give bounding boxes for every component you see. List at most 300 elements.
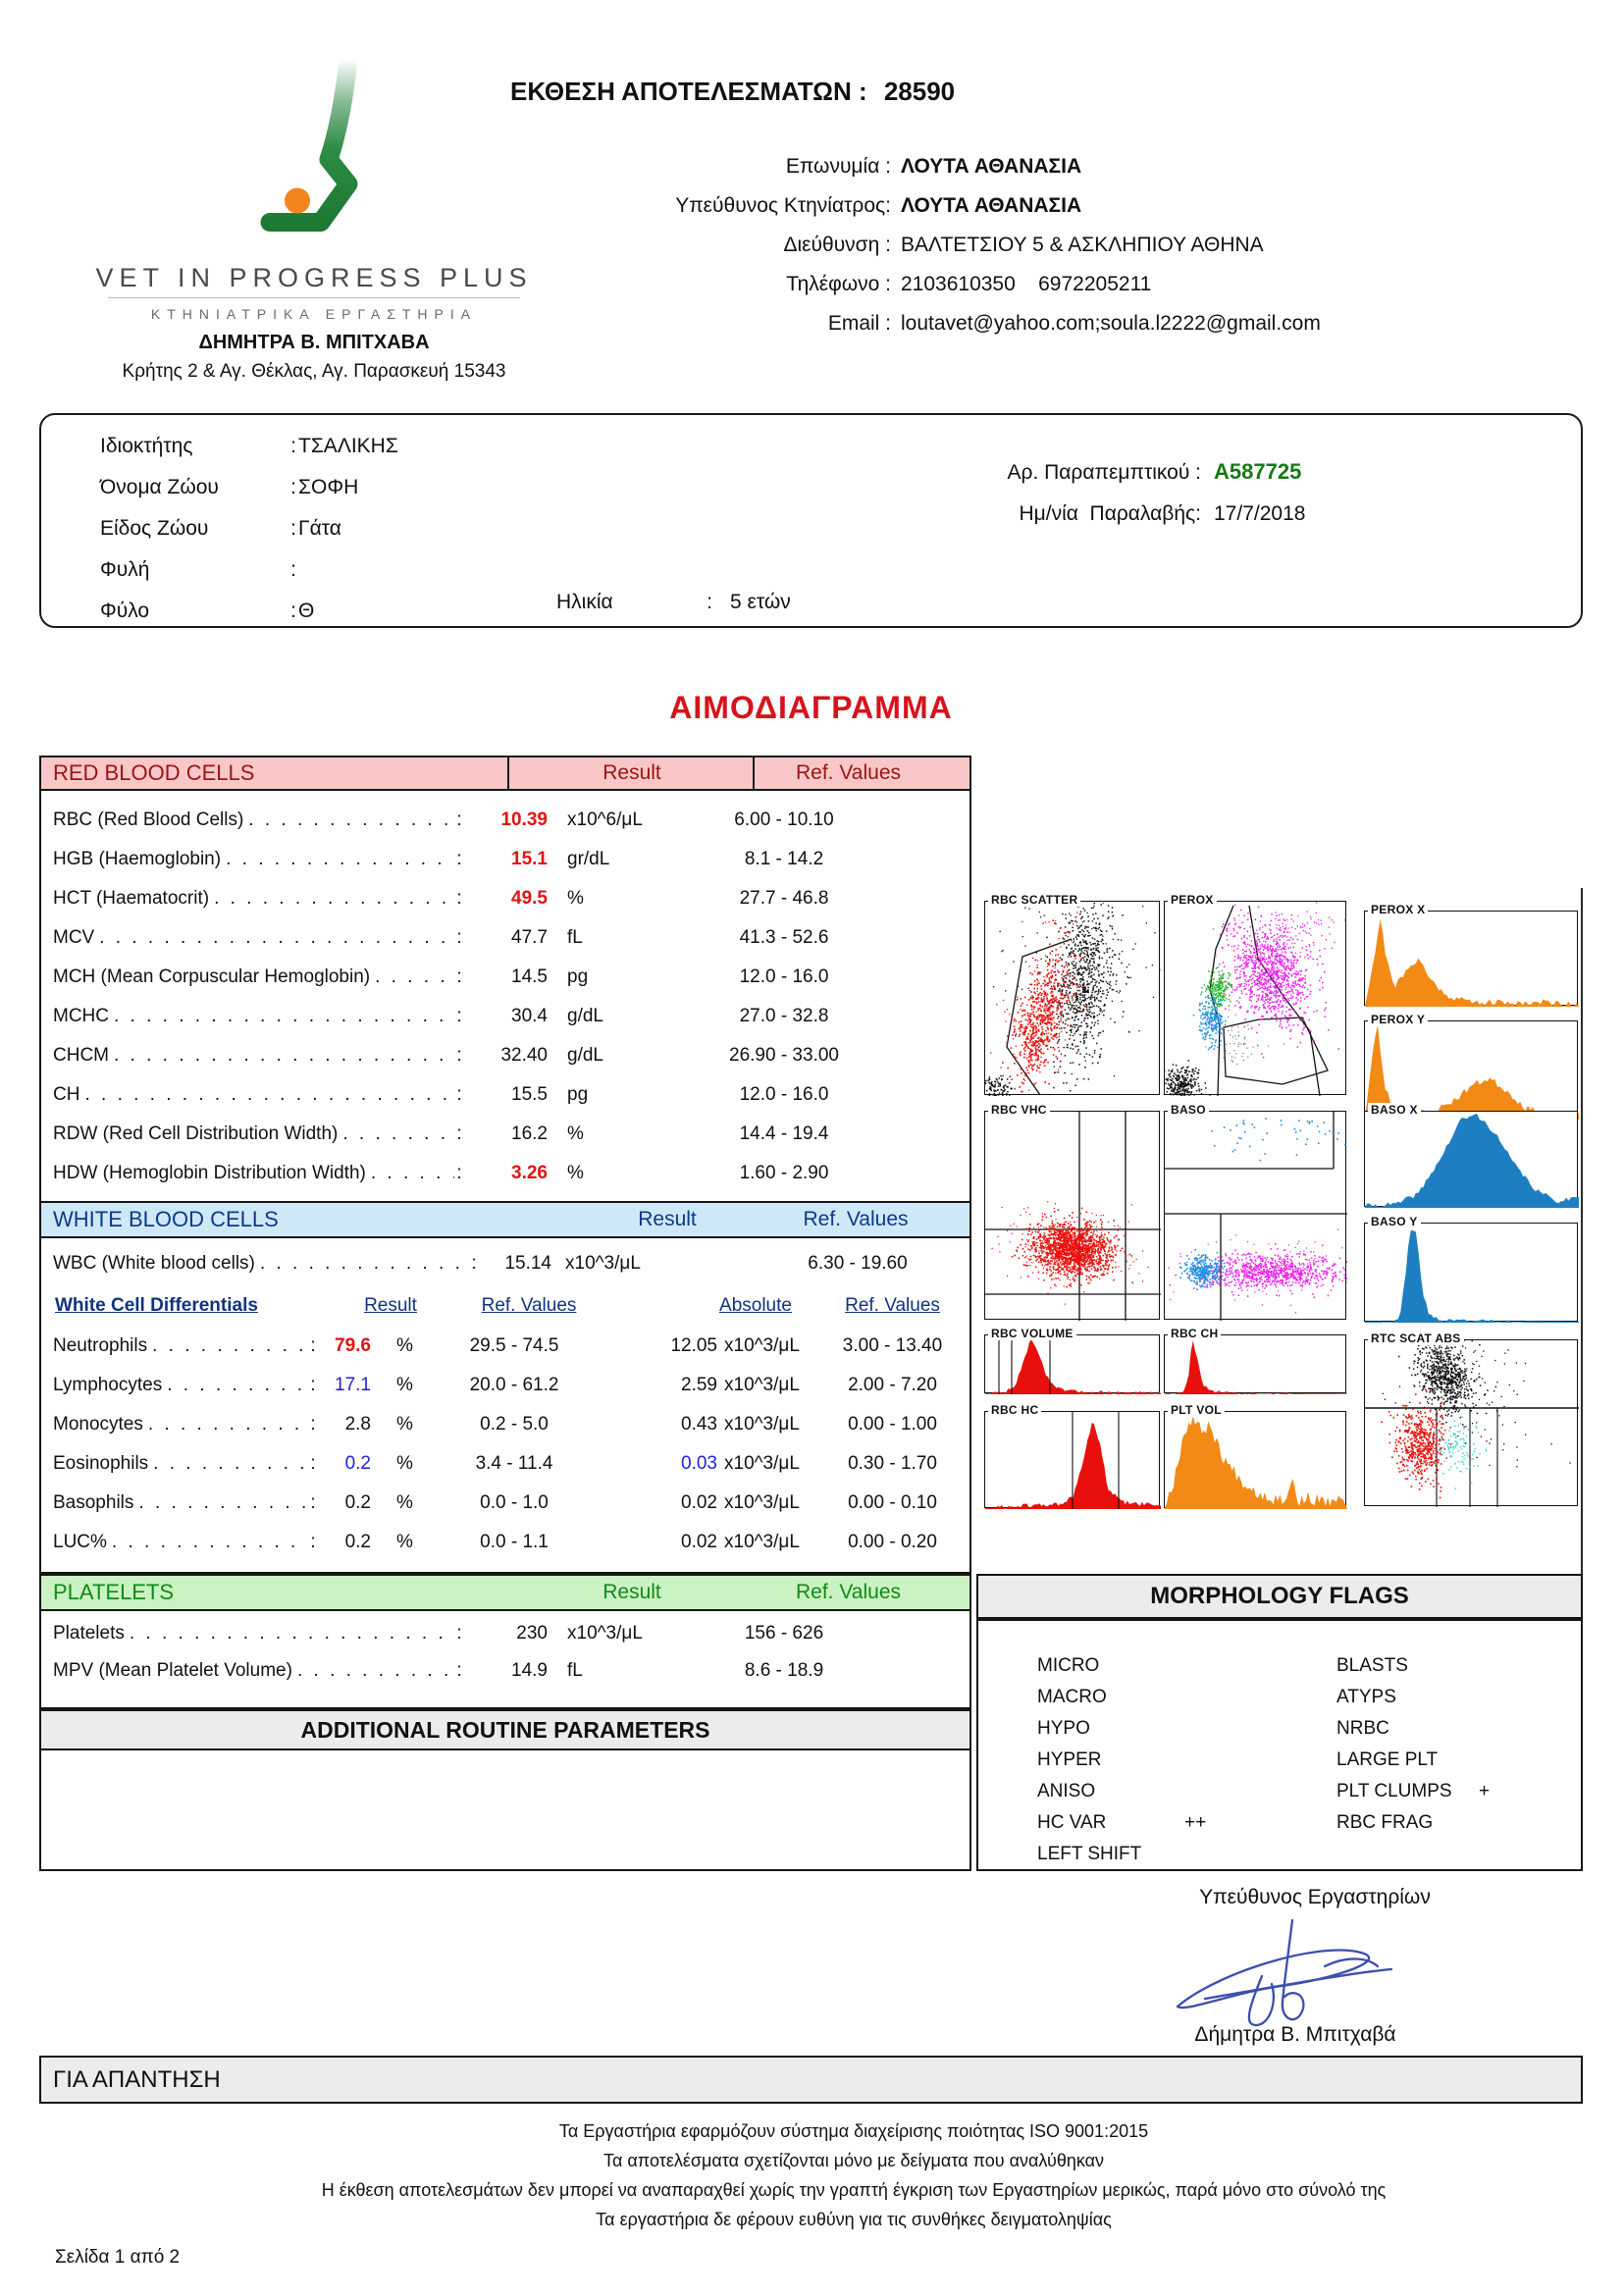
dot-leader <box>148 1453 308 1475</box>
dot-leader <box>125 1623 454 1644</box>
contact-value: ΛΟΥΤΑ ΑΘΑΝΑΣΙΑ <box>901 194 1082 217</box>
ref-range: 1.60 - 2.90 <box>739 1163 829 1183</box>
column-ref: Ref. Values <box>796 1581 901 1603</box>
column-result: Result <box>638 1208 697 1230</box>
table-row <box>53 840 965 879</box>
contact-value: ΛΟΥΤΑ ΑΘΑΝΑΣΙΑ <box>901 155 1082 178</box>
table-row <box>53 879 965 918</box>
param-label: Basophils <box>53 1492 134 1513</box>
ref-range: 2.00 - 7.20 <box>848 1375 937 1395</box>
table-row <box>53 1523 965 1562</box>
morphology-section-header <box>976 1574 1583 1619</box>
colon <box>308 1335 318 1357</box>
additional-section-header <box>39 1709 971 1750</box>
table-row <box>53 997 965 1036</box>
param-label: RDW (Red Cell Distribution Width) <box>53 1123 339 1144</box>
footer-line: Τα εργαστήρια δε φέρουν ευθύνη για τις συνθήκες δειγματοληψίας <box>596 2210 1112 2229</box>
colon <box>454 966 464 988</box>
flag-value: + <box>1479 1781 1491 1801</box>
report-number: 28590 <box>883 77 956 106</box>
dot-leader <box>243 809 454 831</box>
patient-value: ΤΣΑΛΙΚΗΣ <box>298 435 398 457</box>
colon <box>454 1006 464 1027</box>
dot-leader <box>94 927 454 949</box>
param-label: MCHC <box>53 1006 109 1026</box>
contact-block <box>393 147 1472 343</box>
received-date-label: Ημ/νία Παραλαβής: <box>1019 502 1201 525</box>
flag-label: MACRO <box>1037 1687 1107 1707</box>
param-label: Neutrophils <box>53 1335 148 1356</box>
param-label: Monocytes <box>53 1414 143 1435</box>
result-value: 0.2 <box>344 1492 371 1513</box>
table-row <box>53 1652 965 1690</box>
contact-row <box>393 226 1472 265</box>
ref-range: 0.00 - 1.00 <box>848 1414 937 1435</box>
absolute-value: 0.02 <box>681 1532 717 1552</box>
table-row <box>53 1444 965 1484</box>
perox-x-histogram <box>1364 903 1578 1006</box>
header-divider <box>753 757 755 789</box>
dot-leader <box>366 1163 454 1184</box>
flag-row <box>1336 1713 1490 1745</box>
contact-value: 2103610350 6972205211 <box>901 273 1152 295</box>
clinic-logo <box>250 49 378 240</box>
contact-row <box>393 304 1472 343</box>
param-label: MCH (Mean Corpuscular Hemoglobin) <box>53 966 371 987</box>
result-value: 14.9 <box>511 1660 548 1681</box>
patient-value: Θ <box>298 600 315 622</box>
column-ref: Ref. Values <box>803 1208 909 1230</box>
flag-row <box>1037 1807 1206 1839</box>
column-result: Result <box>602 1581 661 1603</box>
unit: x10^3/μL <box>724 1453 800 1474</box>
unit: x10^3/μL <box>724 1335 800 1356</box>
flag-label: HYPO <box>1037 1718 1090 1739</box>
colon <box>308 1453 318 1475</box>
flag-row <box>1336 1682 1490 1713</box>
signature <box>1168 1915 1393 2028</box>
plot-label: RBC VHC <box>988 1103 1050 1117</box>
dot-leader <box>338 1123 454 1145</box>
ref-range: 3.00 - 13.40 <box>842 1335 943 1356</box>
page-title: ΑΙΜΟΔΙΑΓΡΑΜΜΑ <box>669 690 953 725</box>
section-title: PLATELETS <box>53 1580 175 1604</box>
section-title: WHITE BLOOD CELLS <box>53 1207 279 1231</box>
rtc-scat-abs-plot <box>1364 1331 1578 1506</box>
unit: x10^3/μL <box>565 1253 641 1274</box>
unit: x10^3/μL <box>724 1375 800 1395</box>
absolute-value: 0.02 <box>681 1492 717 1513</box>
result-value: 49.5 <box>511 888 548 909</box>
patient-row <box>100 467 398 508</box>
result-value: 14.5 <box>511 966 548 987</box>
param-label: WBC (White blood cells) <box>53 1253 255 1274</box>
unit: fL <box>567 1660 583 1681</box>
param-label: HDW (Hemoglobin Distribution Width) <box>53 1163 366 1183</box>
section-title: ADDITIONAL ROUTINE PARAMETERS <box>300 1716 710 1743</box>
flag-label: PLT CLUMPS <box>1336 1781 1452 1801</box>
colon <box>288 558 298 582</box>
ref-range: 20.0 - 61.2 <box>469 1375 559 1395</box>
colon <box>454 1660 464 1682</box>
result-value: 0.2 <box>344 1532 371 1552</box>
result-value: 30.4 <box>511 1006 548 1026</box>
ref-range: 0.2 - 5.0 <box>480 1414 549 1435</box>
contact-label: Διεύθυνση : <box>783 234 891 256</box>
plot-label: PEROX X <box>1368 903 1428 916</box>
referral-number: A587725 <box>1214 459 1302 484</box>
unit: % <box>396 1414 413 1435</box>
ref-range: 6.30 - 19.60 <box>808 1253 908 1274</box>
report-title-label: ΕΚΘΕΣΗ ΑΠΟΤΕΛΕΣΜΑΤΩΝ : <box>510 77 867 106</box>
age-value: 5 ετών <box>730 591 791 613</box>
flag-label: ATYPS <box>1336 1687 1396 1707</box>
colon <box>308 1492 318 1514</box>
ref-range: 27.7 - 46.8 <box>739 888 829 909</box>
absolute-value: 12.05 <box>670 1335 717 1356</box>
column-result: Result <box>364 1295 417 1316</box>
page-number: Σελίδα 1 από 2 <box>55 2247 181 2268</box>
unit: x10^3/μL <box>724 1492 800 1513</box>
signature-icon <box>1168 1915 1393 2028</box>
ref-range: 0.00 - 0.10 <box>848 1492 937 1513</box>
unit: gr/dL <box>567 849 610 869</box>
ref-range: 8.6 - 18.9 <box>744 1660 824 1681</box>
dot-leader <box>221 849 454 870</box>
flag-row <box>1037 1839 1206 1870</box>
param-label: HCT (Haematocrit) <box>53 888 210 909</box>
flag-label: ANISO <box>1037 1781 1096 1801</box>
unit: % <box>567 1163 584 1183</box>
dot-leader <box>107 1532 308 1553</box>
dot-leader <box>109 1006 454 1027</box>
ref-range: 26.90 - 33.00 <box>729 1045 839 1066</box>
contact-row <box>393 186 1472 226</box>
plot-label: BASO Y <box>1368 1215 1421 1228</box>
flag-label: LARGE PLT <box>1336 1749 1439 1770</box>
differentials-title: White Cell Differentials <box>55 1295 258 1316</box>
patient-row <box>100 426 398 467</box>
perox-plot <box>1164 893 1346 1095</box>
patient-info-box <box>39 413 1583 628</box>
contact-value: loutavet@yahoo.com;soula.l2222@gmail.com <box>901 312 1321 335</box>
colon <box>454 927 464 949</box>
table-row <box>53 918 965 958</box>
lab-address: Κρήτης 2 & Αγ. Θέκλας, Αγ. Παρασκευή 15343 <box>122 361 506 382</box>
result-value: 47.7 <box>511 927 548 948</box>
column-result: Result <box>602 761 661 784</box>
table-row <box>53 801 965 840</box>
table-row <box>53 1154 965 1193</box>
colon <box>308 1414 318 1435</box>
flag-row <box>1336 1650 1490 1682</box>
dot-leader <box>370 966 454 988</box>
unit: g/dL <box>567 1045 603 1066</box>
colon <box>308 1532 318 1553</box>
colon <box>469 1253 479 1275</box>
unit: pg <box>567 966 589 987</box>
flag-row <box>1037 1776 1206 1807</box>
age-label: Ηλικία <box>556 591 613 613</box>
reply-label: ΓΙΑ ΑΠΑΝΤΗΣΗ <box>53 2065 221 2093</box>
morphology-right-column <box>1336 1650 1490 1839</box>
signatory-title: Υπεύθυνος Εργαστηρίων <box>1199 1886 1431 1908</box>
footer-line: Η έκθεση αποτελεσμάτων δεν μπορεί να αναπαραχθεί χωρίς την γραπτή έγκριση των Εργαστηρίων μερικώς, παρά μόνο στο σύνολό της <box>321 2180 1387 2200</box>
table-row <box>53 958 965 997</box>
ref-range: 0.30 - 1.70 <box>848 1453 937 1474</box>
patient-label: Όνομα Ζώου <box>100 476 219 498</box>
contact-row <box>393 147 1472 186</box>
report-title <box>510 77 955 107</box>
dot-leader <box>292 1660 454 1682</box>
received-date-value: 17/7/2018 <box>1214 502 1306 525</box>
patient-value: Γάτα <box>298 517 341 540</box>
param-label: HGB (Haemoglobin) <box>53 849 222 869</box>
colon <box>454 1163 464 1184</box>
rbc-hc-histogram <box>984 1403 1160 1508</box>
baso-plot <box>1164 1103 1346 1320</box>
colon <box>454 1623 464 1644</box>
footer-disclaimers <box>137 2121 1570 2239</box>
unit: % <box>567 1123 584 1144</box>
header-divider <box>507 757 509 789</box>
contact-label: Επωνυμία : <box>785 155 891 178</box>
result-value: 10.39 <box>500 809 548 830</box>
flag-row <box>1336 1745 1490 1776</box>
platelets-table <box>39 1611 971 1709</box>
morphology-left-column <box>1037 1650 1206 1870</box>
param-label: RBC (Red Blood Cells) <box>53 809 244 830</box>
plot-label: RTC SCAT ABS <box>1368 1331 1464 1345</box>
param-label: CHCM <box>53 1045 109 1066</box>
colon <box>705 591 714 614</box>
baso-y-histogram <box>1364 1215 1578 1322</box>
param-label: LUC% <box>53 1532 107 1552</box>
unit: % <box>396 1335 413 1356</box>
rbc-scatter-plot <box>984 893 1160 1095</box>
section-title: MORPHOLOGY FLAGS <box>1150 1583 1409 1609</box>
contact-row <box>393 265 1472 304</box>
colon <box>454 809 464 831</box>
flag-row <box>1037 1650 1206 1682</box>
dot-leader <box>79 1084 454 1106</box>
result-value: 0.2 <box>344 1453 371 1474</box>
plot-label: RBC HC <box>988 1403 1041 1417</box>
flag-label: MICRO <box>1037 1655 1100 1676</box>
flag-row <box>1336 1807 1490 1839</box>
table-row <box>53 1327 965 1366</box>
colon <box>288 517 298 541</box>
ref-range: 12.0 - 16.0 <box>739 966 829 987</box>
unit: % <box>396 1532 413 1552</box>
result-value: 32.40 <box>500 1045 548 1066</box>
wbc-table <box>39 1238 971 1574</box>
contact-value: ΒΑΛΤΕΤΣΙΟΥ 5 & ΑΣΚΛΗΠΙΟΥ ΑΘΗΝΑ <box>901 234 1264 256</box>
result-value: 3.26 <box>511 1163 548 1183</box>
colon <box>288 476 298 499</box>
unit: x10^3/μL <box>724 1414 800 1435</box>
footer-line: Τα Εργαστήρια εφαρμόζουν σύστημα διαχείρισης ποιότητας ISO 9001:2015 <box>558 2121 1149 2141</box>
wbc-section-header <box>39 1201 971 1238</box>
result-value: 15.14 <box>504 1253 551 1274</box>
unit: fL <box>567 927 583 948</box>
colon <box>454 1123 464 1145</box>
vet-logo-icon <box>250 49 378 240</box>
result-value: 15.5 <box>511 1084 548 1105</box>
plot-label: RBC CH <box>1168 1327 1221 1340</box>
flag-label: HC VAR <box>1037 1812 1107 1833</box>
param-label: Eosinophils <box>53 1453 149 1474</box>
param-label: Platelets <box>53 1623 125 1644</box>
unit: % <box>396 1453 413 1474</box>
result-value: 79.6 <box>335 1335 371 1356</box>
dot-leader <box>209 888 454 910</box>
dot-leader <box>162 1375 308 1396</box>
colon <box>288 600 298 623</box>
flag-label: NRBC <box>1336 1718 1389 1739</box>
table-row <box>53 1366 965 1405</box>
cytogram-panel <box>978 888 1583 1536</box>
flag-label: BLASTS <box>1336 1655 1408 1676</box>
ref-range: 27.0 - 32.8 <box>739 1006 829 1026</box>
flag-row <box>1037 1682 1206 1713</box>
section-title: RED BLOOD CELLS <box>53 760 255 785</box>
patient-row <box>100 591 398 632</box>
flag-row <box>1037 1745 1206 1776</box>
ref-range: 156 - 626 <box>744 1623 824 1644</box>
unit: % <box>567 888 584 909</box>
result-value: 16.2 <box>511 1123 548 1144</box>
dot-leader <box>255 1253 469 1275</box>
plot-label: RBC VOLUME <box>988 1327 1076 1340</box>
rbc-ch-histogram <box>1164 1327 1346 1393</box>
baso-x-histogram <box>1364 1103 1578 1207</box>
rbc-section-header <box>39 756 971 791</box>
table-row <box>53 1075 965 1115</box>
patient-label: Ιδιοκτήτης <box>100 435 193 457</box>
patient-row <box>100 508 398 549</box>
table-row <box>53 1036 965 1075</box>
flag-label: LEFT SHIFT <box>1037 1844 1142 1864</box>
result-value: 2.8 <box>344 1414 371 1435</box>
result-value: 15.1 <box>511 849 548 869</box>
colon <box>288 435 298 458</box>
colon <box>454 1084 464 1106</box>
table-row <box>53 1115 965 1154</box>
column-ref: Ref. Values <box>796 761 901 784</box>
param-label: Lymphocytes <box>53 1375 163 1395</box>
patient-value: ΣΟΦΗ <box>298 476 359 498</box>
lab-director: ΔΗΜΗΤΡΑ Β. ΜΠΙΤΧΑΒΑ <box>198 332 430 353</box>
colon <box>454 1045 464 1067</box>
column-ref: Ref. Values <box>845 1295 940 1316</box>
colon <box>454 849 464 870</box>
patient-label: Είδος Ζώου <box>100 517 209 540</box>
contact-label: Email : <box>827 312 891 335</box>
patient-row <box>100 549 398 591</box>
patient-label: Φυλή <box>100 558 150 581</box>
plot-label: BASO <box>1168 1103 1209 1117</box>
brand-name: VET IN PROGRESS PLUS <box>95 263 533 292</box>
absolute-value: 2.59 <box>681 1375 717 1395</box>
ref-range: 0.0 - 1.1 <box>480 1532 549 1552</box>
table-row <box>53 1484 965 1523</box>
dot-leader <box>143 1414 308 1435</box>
patient-label: Φύλο <box>100 600 150 622</box>
plot-label: BASO X <box>1368 1103 1421 1117</box>
plot-label: PEROX Y <box>1368 1013 1428 1026</box>
table-row <box>53 1244 965 1283</box>
unit: % <box>396 1492 413 1513</box>
ref-range: 0.0 - 1.0 <box>480 1492 549 1513</box>
ref-range: 12.0 - 16.0 <box>739 1084 829 1105</box>
differentials-header <box>53 1283 965 1327</box>
platelets-section-header <box>39 1574 971 1611</box>
brand-subtitle: ΚΤΗΝΙΑΤΡΙΚΑ ΕΡΓΑΣΤΗΡΙΑ <box>150 306 478 322</box>
plot-label: PLT VOL <box>1168 1403 1225 1417</box>
colon <box>308 1375 318 1396</box>
table-row <box>53 1615 965 1652</box>
unit: % <box>396 1375 413 1395</box>
flag-label: HYPER <box>1037 1749 1102 1770</box>
referral-label: Αρ. Παραπεμπτικού : <box>1007 461 1201 484</box>
ref-range: 29.5 - 74.5 <box>469 1335 559 1356</box>
signatory-name: Δήμητρα Β. Μπιτχαβά <box>1194 2023 1396 2046</box>
ref-range: 14.4 - 19.4 <box>739 1123 829 1144</box>
reply-bar <box>39 2056 1583 2104</box>
rbc-volume-histogram <box>984 1327 1160 1393</box>
unit: g/dL <box>567 1006 603 1026</box>
dot-leader <box>133 1492 308 1514</box>
morphology-flags-box <box>976 1619 1583 1871</box>
flag-row <box>1037 1713 1206 1745</box>
flag-row <box>1336 1776 1490 1807</box>
plot-label: PEROX <box>1168 893 1217 907</box>
unit: x10^3/μL <box>567 1623 643 1644</box>
colon <box>454 888 464 910</box>
contact-label: Υπεύθυνος Κτηνίατρος: <box>675 194 891 217</box>
flag-label: RBC FRAG <box>1336 1812 1434 1833</box>
unit: x10^3/μL <box>724 1532 800 1552</box>
result-value: 230 <box>516 1623 548 1644</box>
ref-range: 41.3 - 52.6 <box>739 927 829 948</box>
ref-range: 8.1 - 14.2 <box>744 849 824 869</box>
ref-range: 3.4 - 11.4 <box>475 1453 553 1474</box>
rbc-vhc-plot <box>984 1103 1160 1320</box>
param-label: MCV <box>53 927 95 948</box>
logo-orange-dot <box>285 188 310 214</box>
flag-value: ++ <box>1184 1812 1207 1833</box>
additional-table-empty <box>39 1750 971 1871</box>
plt-vol-histogram <box>1164 1403 1346 1508</box>
unit: pg <box>567 1084 589 1105</box>
dot-leader <box>147 1335 308 1357</box>
plot-label: RBC SCATTER <box>988 893 1080 907</box>
patient-rows <box>100 426 398 632</box>
rbc-table <box>39 791 971 1205</box>
footer-line: Τα αποτελέσματα σχετίζονται μόνο με δείγματα που αναλύθηκαν <box>602 2151 1105 2170</box>
param-label: MPV (Mean Platelet Volume) <box>53 1660 292 1681</box>
absolute-value: 0.03 <box>681 1453 717 1474</box>
dot-leader <box>109 1045 454 1067</box>
column-absolute: Absolute <box>719 1295 792 1316</box>
ref-range: 0.00 - 0.20 <box>848 1532 937 1552</box>
ref-range: 6.00 - 10.10 <box>734 809 834 830</box>
table-row <box>53 1405 965 1444</box>
unit: x10^6/μL <box>567 809 643 830</box>
result-value: 17.1 <box>335 1375 371 1395</box>
contact-label: Τηλέφωνο : <box>786 273 891 295</box>
